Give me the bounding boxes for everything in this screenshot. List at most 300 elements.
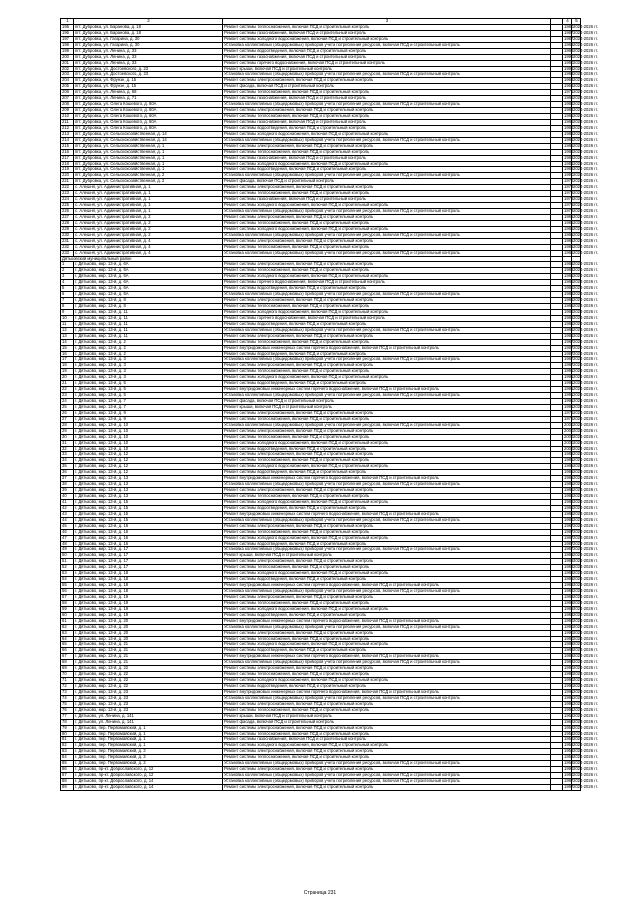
cell-address: г. Дятьково, пр-кт. Доброславского, д. 14 — [74, 784, 223, 790]
cell-period: 2024-2026 гг. — [573, 47, 598, 53]
cell-number: 25 — [61, 404, 74, 410]
cell-address: г. Дятьково, пер. Первомайский, д. 3 — [74, 755, 223, 761]
cell-number: 56 — [61, 589, 74, 595]
cell-period: 2024-2026 гг. — [573, 398, 598, 404]
cell-year: 1986 — [564, 308, 574, 314]
cell-address: г. Дятьково, мкр. 13-й, д. 6А — [74, 286, 223, 292]
cell-year: 1991 — [564, 694, 574, 700]
cell-address: г. Дятьково, мкр. 13-й, д. 12 — [74, 464, 223, 470]
cell-address: г. Дятьково, мкр. 13-й, д. 20 — [74, 630, 223, 636]
cell-year: 1993 — [564, 71, 574, 77]
cell-period: 2024-2026 гг. — [573, 754, 598, 760]
cell-work-type: Ремонт системы холодного водоснабжения, включая ПСД и строительный контроль — [223, 203, 551, 209]
cell-year: 1968 — [564, 77, 574, 83]
cell-period: 2024-2026 гг. — [573, 469, 598, 475]
cell-year: 2000 — [564, 439, 574, 445]
cell-address: г. Дятьково, мкр. 13-й, д. 21 — [74, 660, 223, 666]
cell-number: 70 — [61, 672, 74, 678]
cell-number: 68 — [61, 660, 74, 666]
cell-period: 2024-2026 гг. — [573, 748, 598, 754]
cell-period: 2024-2026 гг. — [573, 178, 598, 184]
cell-number: 57 — [61, 594, 74, 600]
cell-period: 2024-2026 гг. — [573, 219, 598, 225]
cell-address: г. Дятьково, мкр. 13-й, д. 6А — [74, 274, 223, 280]
cell-address: г. Дятьково, мкр. 13-й, д. 21 — [74, 654, 223, 660]
cell-year: 1985 — [564, 225, 574, 231]
column-header-year: 4 — [563, 19, 572, 25]
cell-number: 60 — [61, 612, 74, 618]
cell-period: 2024-2026 гг. — [573, 273, 598, 279]
cell-work-type: Установка коллективных (общедомовых) приборов учета потребления ресурсов, включая ПСД и строительный контроль — [223, 232, 551, 238]
cell-number: 54 — [61, 577, 74, 583]
cell-number: 5 — [61, 286, 74, 292]
cell-work-type: Ремонт системы электроснабжения, включая ПСД и строительный контроль — [223, 108, 551, 114]
cell-year: 1991 — [564, 700, 574, 706]
cell-year: 1988 — [564, 558, 574, 564]
cell-address: г. Дятьково, мкр. 13-й, д. 16 — [74, 535, 223, 541]
cell-work-type: Установка коллективных (общедомовых) приборов учета потребления ресурсов, включая ПСД и строительный контроль — [223, 209, 551, 215]
cell-address: г. Дятьково, мкр. 13-й, д. 12 — [74, 452, 223, 458]
cell-address: г. Дятьково, мкр. 13-й, д. 11 — [74, 309, 223, 315]
cell-period: 2024-2026 гг. — [573, 700, 598, 706]
cell-address: пгт. Дубровка, ул. Сельскохозяйственная, д. 14 — [74, 131, 223, 137]
cell-work-type: Установка коллективных (общедомовых) приборов учета потребления ресурсов, включая ПСД и строительный контроль — [223, 357, 551, 363]
cell-address: с. Алешня, ул. Административная, д. 1 — [74, 197, 223, 203]
cell-address: пгт. Дубровка, ул. Ленина, д. 33 — [74, 54, 223, 60]
cell-year: 1968 — [564, 83, 574, 89]
cell-year: 1997 — [564, 783, 574, 789]
cell-number: 7 — [61, 298, 74, 304]
cell-work-type: Ремонт системы газоснабжения, включая ПСД и строительный контроль — [223, 54, 551, 60]
cell-number: 14 — [61, 339, 74, 345]
cell-address: г. Дятьково, мкр. 13-й, д. 5 — [74, 387, 223, 393]
cell-period: 2024-2026 гг. — [573, 403, 598, 409]
cell-work-type: Ремонт системы электроснабжения, включая ПСД и строительный контроль — [223, 333, 551, 339]
cell-address: г. Дятьково, мкр. 13-й, д. 15 — [74, 511, 223, 517]
cell-period: 2024-2026 гг. — [573, 706, 598, 712]
cell-number: 78 — [61, 719, 74, 725]
cell-year: 1985 — [564, 249, 574, 255]
cell-year: 1991 — [564, 380, 574, 386]
cell-number: 40 — [61, 494, 74, 500]
cell-year: 1989 — [564, 41, 574, 47]
cell-work-type: Ремонт системы водоотведения, включая ПСД и строительный контроль — [223, 612, 551, 618]
cell-address: г. Дятьково, мкр. 13-й, д. 18 — [74, 589, 223, 595]
cell-address: г. Дятьково, пр-кт. Доброславского, д. 14 — [74, 779, 223, 785]
cell-address: с. Алешня, ул. Административная, д. 2 — [74, 214, 223, 220]
cell-number: 29 — [61, 428, 74, 434]
cell-period: 2024-2026 гг. — [573, 231, 598, 237]
cell-number: 219 — [61, 167, 74, 173]
cell-work-type: Ремонт системы электроснабжения, включая ПСД и строительный контроль — [223, 767, 551, 773]
cell-period: 2024-2026 гг. — [573, 101, 598, 107]
cell-work-type: Ремонт системы теплоснабжения, включая ПСД и строительный контроль — [223, 369, 551, 375]
cell-work-type: Ремонт системы теплоснабжения, включая ПСД и строительный контроль — [223, 434, 551, 440]
cell-year: 1986 — [564, 498, 574, 504]
cell-work-type: Ремонт системы электроснабжения, включая ПСД и строительный контроль — [223, 428, 551, 434]
cell-year: 1958 — [564, 730, 574, 736]
cell-year: 1988 — [564, 576, 574, 582]
cell-number: 73 — [61, 689, 74, 695]
cell-number: 3 — [61, 274, 74, 280]
cell-period: 2024-2026 гг. — [573, 617, 598, 623]
cell-period: 2024-2026 гг. — [573, 540, 598, 546]
cell-year: 1991 — [564, 386, 574, 392]
cell-year: 1958 — [564, 742, 574, 748]
cell-year: 1986 — [564, 504, 574, 510]
cell-work-type: Ремонт системы электроснабжения, включая ПСД и строительный контроль — [223, 559, 551, 565]
cell-year: 1986 — [564, 136, 574, 142]
cell-number: 204 — [61, 78, 74, 84]
cell-year: 1988 — [564, 588, 574, 594]
cell-period: 2024-2026 гг. — [573, 653, 598, 659]
cell-number: 10 — [61, 315, 74, 321]
cell-address: г. Дятьково, мкр. 13-й, д. 22 — [74, 672, 223, 678]
cell-work-type: Установка коллективных (общедомовых) приборов учета потребления ресурсов, включая ПСД и строительный контроль — [223, 660, 551, 666]
cell-work-type: Ремонт системы теплоснабжения, включая ПСД и строительный контроль — [223, 636, 551, 642]
cell-work-type: Ремонт системы теплоснабжения, включая ПСД и строительный контроль — [223, 149, 551, 155]
cell-year: 1959 — [564, 748, 574, 754]
cell-period: 2024-2026 гг. — [573, 582, 598, 588]
cell-period: 2024-2026 гг. — [573, 172, 598, 178]
cell-number: 198 — [61, 42, 74, 48]
cell-period: 2024-2026 гг. — [573, 344, 598, 350]
cell-address: г. Дятьково, мкр. 13-й, д. 17 — [74, 565, 223, 571]
cell-period: 2024-2026 гг. — [573, 35, 598, 41]
cell-period: 2024-2026 гг. — [573, 611, 598, 617]
cell-work-type: Ремонт системы теплоснабжения, включая ПСД и строительный контроль — [223, 672, 551, 678]
cell-number: 233 — [61, 250, 74, 256]
cell-number: 196 — [61, 30, 74, 36]
cell-period: 2024-2026 гг. — [573, 546, 598, 552]
cell-number: 72 — [61, 684, 74, 690]
cell-number: 206 — [61, 90, 74, 96]
cell-work-type: Ремонт системы холодного водоснабжения, включая ПСД и строительный контроль — [223, 642, 551, 648]
cell-number: 81 — [61, 737, 74, 743]
cell-number: 45 — [61, 523, 74, 529]
cell-period: 2024-2026 гг. — [573, 314, 598, 320]
cell-work-type: Ремонт внутридомовых инженерных систем горячего водоснабжения, включая ПСД и строительный контроль — [223, 654, 551, 660]
cell-work-type: Ремонт системы газоснабжения, включая ПСД и строительный контроль — [223, 96, 551, 102]
cell-period: 2024-2026 гг. — [573, 510, 598, 516]
cell-work-type: Ремонт системы горячего водоснабжения, включая ПСД и строительный контроль — [223, 315, 551, 321]
cell-work-type: Ремонт системы электроснабжения, включая ПСД и строительный контроль — [223, 143, 551, 149]
table-body — [61, 18, 598, 791]
cell-address: г. Дятьково, мкр. 13-й, д. 3 — [74, 363, 223, 369]
cell-work-type: Ремонт системы электроснабжения, включая ПСД и строительный контроль — [223, 238, 551, 244]
cell-period: 2024-2026 гг. — [573, 29, 598, 35]
cell-number: 224 — [61, 197, 74, 203]
cell-period: 2024-2026 гг. — [573, 433, 598, 439]
cell-work-type: Ремонт системы теплоснабжения, включая ПСД и строительный контроль — [223, 600, 551, 606]
cell-year: 1980 — [564, 23, 574, 29]
cell-number: 39 — [61, 488, 74, 494]
cell-number: 15 — [61, 345, 74, 351]
cell-address: г. Дятьково, мкр. 13-й, д. 3 — [74, 375, 223, 381]
cell-address: г. Дятьково, мкр. 13-й, д. 2 — [74, 351, 223, 357]
cell-work-type: Ремонт системы водоотведения, включая ПСД и строительный контроль — [223, 446, 551, 452]
cell-work-type: Ремонт системы электроснабжения, включая ПСД и строительный контроль — [223, 410, 551, 416]
cell-work-type: Ремонт фасада, включая ПСД и строительный контроль — [223, 179, 551, 185]
cell-number: 9 — [61, 309, 74, 315]
cell-address: г. Дятьково, пер. Первомайский, д. 1 — [74, 731, 223, 737]
cell-work-type: Ремонт системы теплоснабжения, включая ПСД и строительный контроль — [223, 416, 551, 422]
cell-address: г. Дятьково, мкр. 13-й, д. 18 — [74, 571, 223, 577]
cell-year: 1986 — [564, 320, 574, 326]
cell-address: г. Дятьково, мкр. 13-й, д. 11 — [74, 315, 223, 321]
cell-number: 212 — [61, 125, 74, 131]
cell-address: пгт. Дубровка, ул. Фрунзе, д. 15 — [74, 78, 223, 84]
cell-address: пгт. Дубровка, ул. Олега Кошевого, д. 60А — [74, 125, 223, 131]
cell-number: 16 — [61, 351, 74, 357]
cell-address: пгт. Дубровка, ул. Фрунзе, д. 15 — [74, 84, 223, 90]
cell-year: 1986 — [564, 493, 574, 499]
cell-number: 33 — [61, 452, 74, 458]
cell-number: 35 — [61, 464, 74, 470]
cell-work-type: Установка коллективных (общедомовых) приборов учета потребления ресурсов, включая ПСД и строительный контроль — [223, 292, 551, 298]
cell-year: 1989 — [564, 647, 574, 653]
cell-year: 1989 — [564, 599, 574, 605]
cell-work-type: Ремонт крыши, включая ПСД и строительный контроль — [223, 66, 551, 72]
cell-year: 1990 — [564, 635, 574, 641]
cell-address: г. Дятьково, мкр. 13-й, д. 22 — [74, 678, 223, 684]
cell-period: 2024-2026 гг. — [573, 498, 598, 504]
cell-address: г. Дятьково, мкр. 13-й, д. 11 — [74, 327, 223, 333]
cell-number: 83 — [61, 749, 74, 755]
cell-year: 1990 — [564, 772, 574, 778]
cell-address: пгт. Дубровка, ул. Баранова, д. 18 — [74, 24, 223, 30]
cell-period: 2024-2026 гг. — [573, 118, 598, 124]
cell-address: с. Алешня, ул. Административная, д. 1 — [74, 185, 223, 191]
cell-period: 2024-2026 гг. — [573, 629, 598, 635]
cell-number: 86 — [61, 767, 74, 773]
cell-address: г. Дятьково, мкр. 13-й, д. 12 — [74, 470, 223, 476]
cell-address: г. Дятьково, мкр. 13-й, д. 19 — [74, 594, 223, 600]
cell-address: г. Дятьково, мкр. 13-й, д. 17 — [74, 547, 223, 553]
cell-number: 17 — [61, 357, 74, 363]
cell-work-type: Установка коллективных (общедомовых) приборов учета потребления ресурсов, включая ПСД и строительный контроль — [223, 547, 551, 553]
cell-number: 52 — [61, 565, 74, 571]
cell-number: 19 — [61, 369, 74, 375]
cell-work-type: Ремонт внутридомовых инженерных систем горячего водоснабжения, включая ПСД и строительный контроль — [223, 583, 551, 589]
cell-work-type: Ремонт системы электроснабжения, включая ПСД и строительный контроль — [223, 78, 551, 84]
cell-number: 226 — [61, 209, 74, 215]
cell-number: 23 — [61, 393, 74, 399]
cell-work-type: Ремонт системы холодного водоснабжения, включая ПСД и строительный контроль — [223, 743, 551, 749]
cell-period: 2024-2026 гг. — [573, 475, 598, 481]
cell-period: 2024-2026 гг. — [573, 83, 598, 89]
cell-work-type: Ремонт системы электроснабжения, включая ПСД и строительный контроль — [223, 214, 551, 220]
cell-work-type: Ремонт системы холодного водоснабжения, включая ПСД и строительный контроль — [223, 131, 551, 137]
cell-work-type: Ремонт внутридомовых инженерных систем горячего водоснабжения, включая ПСД и строительный контроль — [223, 618, 551, 624]
cell-address: г. Дятьково, пер. Первомайский, д. 3 — [74, 749, 223, 755]
cell-period: 2024-2026 гг. — [573, 588, 598, 594]
cell-address: г. Дятьково, мкр. 13-й, д. 17 — [74, 559, 223, 565]
cell-address: с. Алешня, ул. Административная, д. 1 — [74, 203, 223, 209]
cell-year: 1989 — [564, 47, 574, 53]
cell-work-type: Ремонт системы холодного водоснабжения, включая ПСД и строительный контроль — [223, 309, 551, 315]
cell-address: г. Дятьково, мкр. 13-й, д. 17 — [74, 553, 223, 559]
cell-work-type: Ремонт системы электроснабжения, включая ПСД и строительный контроль — [223, 488, 551, 494]
cell-year: 1986 — [564, 267, 574, 273]
cell-address: г. Дятьково, мкр. 13-й, д. 11 — [74, 321, 223, 327]
cell-period: 2024-2026 гг. — [573, 766, 598, 772]
cell-work-type: Ремонт системы теплоснабжения, включая ПСД и строительный контроль — [223, 244, 551, 250]
cell-number: 80 — [61, 731, 74, 737]
cell-year: 1986 — [564, 332, 574, 338]
cell-work-type: Ремонт системы холодного водоснабжения, включая ПСД и строительный контроль — [223, 571, 551, 577]
cell-period: 2024-2026 гг. — [573, 285, 598, 291]
cell-work-type: Ремонт системы водоотведения, включая ПСД и строительный контроль — [223, 167, 551, 173]
cell-number: 22 — [61, 387, 74, 393]
cell-number: 74 — [61, 695, 74, 701]
cell-year: 1991 — [564, 392, 574, 398]
cell-year: 1990 — [564, 671, 574, 677]
cell-period: 2024-2026 гг. — [573, 392, 598, 398]
cell-period: 2024-2026 гг. — [573, 237, 598, 243]
cell-number: 6 — [61, 292, 74, 298]
cell-year: 1991 — [564, 403, 574, 409]
cell-number: 227 — [61, 214, 74, 220]
cell-work-type: Ремонт системы электроснабжения, включая ПСД и строительный контроль — [223, 749, 551, 755]
cell-number: 202 — [61, 66, 74, 72]
cell-address: г. Дятьково, мкр. 13-й, д. 9 — [74, 410, 223, 416]
cell-number: 2 — [61, 268, 74, 274]
cell-year: 1985 — [564, 213, 574, 219]
cell-number: 61 — [61, 618, 74, 624]
cell-work-type: Ремонт системы теплоснабжения, включая ПСД и строительный контроль — [223, 755, 551, 761]
cell-period: 2024-2026 гг. — [573, 409, 598, 415]
cell-work-type: Ремонт системы теплоснабжения, включая ПСД и строительный контроль — [223, 268, 551, 274]
cell-year: 1986 — [564, 291, 574, 297]
cell-address: г. Дятьково, мкр. 13-й, д. 23 — [74, 707, 223, 713]
cell-work-type: Установка коллективных (общедомовых) приборов учета потребления ресурсов, включая ПСД и строительный контроль — [223, 773, 551, 779]
cell-year: 1991 — [564, 398, 574, 404]
cell-number: 62 — [61, 624, 74, 630]
cell-work-type: Ремонт внутридомовых инженерных систем горячего водоснабжения, включая ПСД и строительный контроль — [223, 689, 551, 695]
cell-number: 210 — [61, 114, 74, 120]
cell-year: 1986 — [564, 118, 574, 124]
cell-address: г. Дятьково, мкр. 13-й, д. 10 — [74, 446, 223, 452]
cell-period: 2024-2026 гг. — [573, 677, 598, 683]
cell-year: 1997 — [564, 778, 574, 784]
cell-period: 2024-2026 гг. — [573, 249, 598, 255]
cell-address: г. Дятьково, мкр. 13-й, д. 10 — [74, 440, 223, 446]
cell-period: 2024-2026 гг. — [573, 421, 598, 427]
cell-address: пгт. Дубровка, ул. Ленина, д. 68 — [74, 90, 223, 96]
cell-period: 2024-2026 гг. — [573, 516, 598, 522]
cell-period: 2024-2026 гг. — [573, 605, 598, 611]
cell-address: г. Дятьково, ул. Ленина, д. 141 — [74, 713, 223, 719]
section-title: Дятьковский муниципальный район — [61, 256, 223, 262]
cell-address: г. Дятьково, мкр. 13-й, д. 3 — [74, 357, 223, 363]
cell-number: 59 — [61, 606, 74, 612]
cell-number: 232 — [61, 244, 74, 250]
cell-period: 2024-2026 гг. — [573, 89, 598, 95]
cell-year: 1988 — [564, 564, 574, 570]
cell-address: г. Дятьково, мкр. 13-й, д. 5 — [74, 393, 223, 399]
cell-address: с. Алешня, ул. Административная, д. 2 — [74, 232, 223, 238]
cell-number: 213 — [61, 131, 74, 137]
cell-work-type: Ремонт системы теплоснабжения, включая ПСД и строительный контроль — [223, 565, 551, 571]
cell-period: 2024-2026 гг. — [573, 196, 598, 202]
cell-period: 2024-2026 гг. — [573, 338, 598, 344]
cell-number: 18 — [61, 363, 74, 369]
cell-address: г. Дятьково, мкр. 13-й, д. 13 — [74, 488, 223, 494]
cell-period: 2024-2026 гг. — [573, 451, 598, 457]
cell-number: 75 — [61, 701, 74, 707]
cell-work-type: Ремонт системы водоотведения, включая ПСД и строительный контроль — [223, 286, 551, 292]
cell-number: 203 — [61, 72, 74, 78]
cell-period: 2024-2026 гг. — [573, 202, 598, 208]
cell-work-type: Ремонт внутридомовых инженерных систем горячего водоснабжения, включая ПСД и строительный контроль — [223, 387, 551, 393]
cell-work-type: Ремонт системы водоотведения, включая ПСД и строительный контроль — [223, 351, 551, 357]
cell-number: 46 — [61, 529, 74, 535]
cell-number: 221 — [61, 179, 74, 185]
cell-address: пгт. Дубровка, ул. Сельскохозяйственная, д. 14 — [74, 137, 223, 143]
cell-number: 218 — [61, 161, 74, 167]
cell-year: 1987 — [564, 344, 574, 350]
cell-number: 37 — [61, 476, 74, 482]
cell-work-type: Ремонт системы теплоснабжения, включая ПСД и строительный контроль — [223, 494, 551, 500]
cell-number: 79 — [61, 725, 74, 731]
cell-year: 1986 — [564, 148, 574, 154]
cell-period: 2024-2026 гг. — [573, 380, 598, 386]
cell-period: 2024-2026 гг. — [573, 552, 598, 558]
cell-work-type: Ремонт системы холодного водоснабжения, включая ПСД и строительный контроль — [223, 606, 551, 612]
cell-year: 2000 — [564, 427, 574, 433]
cell-year: 1987 — [564, 350, 574, 356]
cell-year: 1989 — [564, 611, 574, 617]
cell-period: 2024-2026 гг. — [573, 208, 598, 214]
cell-number: 223 — [61, 191, 74, 197]
cell-year: 1986 — [564, 303, 574, 309]
cell-year: 1986 — [564, 95, 574, 101]
cell-year: 1962 — [564, 712, 574, 718]
cell-number: 76 — [61, 707, 74, 713]
cell-year: 1959 — [564, 760, 574, 766]
cell-number: 30 — [61, 434, 74, 440]
cell-year: 1979 — [564, 202, 574, 208]
cell-number: 63 — [61, 630, 74, 636]
cell-work-type: Ремонт системы водоотведения, включая ПСД и строительный контроль — [223, 541, 551, 547]
cell-period: 2024-2026 гг. — [573, 522, 598, 528]
cell-work-type: Ремонт системы газоснабжения, включая ПСД и строительный контроль — [223, 119, 551, 125]
cell-work-type: Ремонт крыши, включая ПСД и строительный контроль — [223, 404, 551, 410]
cell-number: 27 — [61, 416, 74, 422]
cell-period: 2024-2026 гг. — [573, 160, 598, 166]
cell-year: 1985 — [564, 231, 574, 237]
cell-work-type: Ремонт крыши, включая ПСД и строительный контроль — [223, 713, 551, 719]
cell-period: 2024-2026 гг. — [573, 53, 598, 59]
cell-number: 222 — [61, 185, 74, 191]
cell-address: г. Дятьково, мкр. 13-й, д. 23 — [74, 689, 223, 695]
cell-year: 1993 — [564, 65, 574, 71]
repair-schedule-table — [60, 18, 598, 791]
cell-address: г. Дятьково, мкр. 13-й, д. 18 — [74, 577, 223, 583]
cell-period: 2024-2026 гг. — [573, 688, 598, 694]
cell-work-type: Ремонт системы водоотведения, включая ПСД и строительный контроль — [223, 381, 551, 387]
cell-year: 1987 — [564, 522, 574, 528]
cell-year: 1986 — [564, 279, 574, 285]
cell-year: 2000 — [564, 421, 574, 427]
cell-period: 2024-2026 гг. — [573, 297, 598, 303]
cell-year: 1962 — [564, 718, 574, 724]
cell-work-type: Ремонт системы теплоснабжения, включая ПСД и строительный контроль — [223, 220, 551, 226]
cell-number: 36 — [61, 470, 74, 476]
cell-period: 2024-2026 гг. — [573, 95, 598, 101]
cell-number: 230 — [61, 232, 74, 238]
